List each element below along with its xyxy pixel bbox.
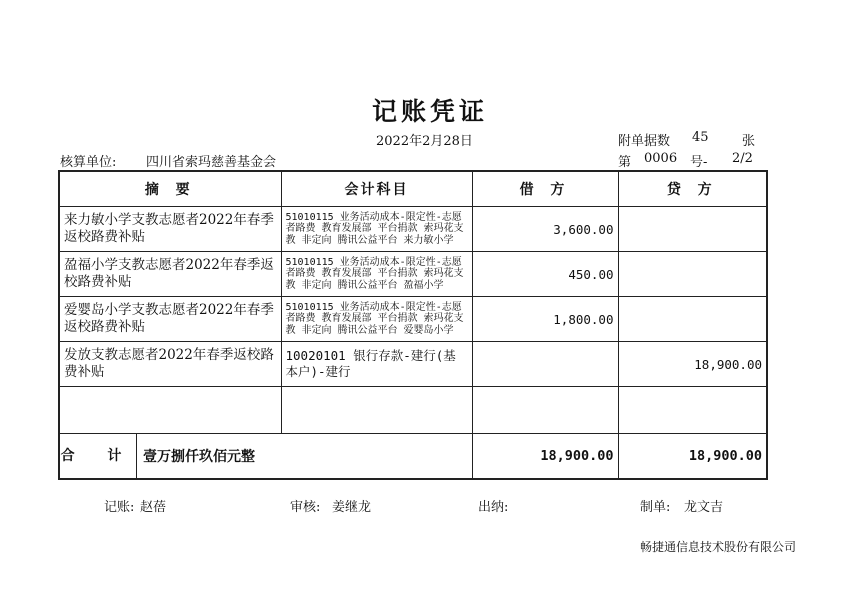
unit-value: 四川省索玛慈善基金会 [146, 155, 277, 170]
attachments-label: 附单据数 [618, 134, 671, 149]
cashier-label: 出纳: [478, 500, 509, 515]
unit-label: 核算单位: [60, 155, 117, 170]
total-amount-words: 壹万捌仟玖佰元整 [143, 449, 255, 465]
total-cell [59, 434, 472, 480]
header-summary: 摘 要 [59, 171, 281, 207]
row-credit: 18,900.00 [618, 342, 767, 387]
table-row [59, 297, 767, 342]
voucher-title: 记账凭证 [371, 97, 488, 126]
row-summary: 盈福小学支教志愿者2022年春季返校路费补贴 [59, 252, 281, 297]
empty-cell [281, 387, 472, 434]
empty-cell [59, 387, 281, 434]
row-debit [472, 342, 618, 387]
row-summary: 发放支教志愿者2022年春季返校路费补贴 [59, 342, 281, 387]
empty-cell [618, 387, 767, 434]
row-credit [618, 297, 767, 342]
total-label: 合 计 [60, 434, 137, 478]
table-header [59, 171, 767, 207]
row-debit: 450.00 [472, 252, 618, 297]
table-row [59, 342, 767, 387]
total-row [59, 434, 767, 480]
row-debit: 3,600.00 [472, 207, 618, 252]
header-debit: 借 方 [472, 171, 618, 207]
voucher-no-suffix: 号- [690, 155, 708, 170]
row-account: 51010115 业务活动成本-限定性-志愿者路费 教育发展部 平台捐款 索玛花支教 非定向 腾讯公益平台 盈福小学 [281, 252, 472, 297]
reviewer-name: 姜继龙 [332, 500, 372, 515]
bookkeeper-name: 赵蓓 [140, 500, 167, 515]
table-row-empty [59, 387, 767, 434]
row-credit [618, 252, 767, 297]
voucher-page: 2/2 [732, 151, 753, 166]
row-account: 51010115 业务活动成本-限定性-志愿者路费 教育发展部 平台捐款 索玛花支教 非定向 腾讯公益平台 来力敏小学 [281, 207, 472, 252]
row-account: 51010115 业务活动成本-限定性-志愿者路费 教育发展部 平台捐款 索玛花支教 非定向 腾讯公益平台 爱婴岛小学 [281, 297, 472, 342]
voucher-table [58, 170, 768, 480]
row-summary: 来力敏小学支教志愿者2022年春季返校路费补贴 [59, 207, 281, 252]
row-summary: 爱婴岛小学支教志愿者2022年春季返校路费补贴 [59, 297, 281, 342]
attachments-unit: 张 [742, 134, 756, 149]
table-row [59, 207, 767, 252]
reviewer-label: 审核: [290, 500, 321, 515]
header-account: 会计科目 [281, 171, 472, 207]
voucher-no-number: 0006 [644, 151, 678, 166]
total-debit: 18,900.00 [472, 434, 618, 480]
bookkeeper-label: 记账: [104, 500, 135, 515]
software-company: 畅捷通信息技术股份有限公司 [639, 540, 796, 554]
row-account: 10020101 银行存款-建行(基本户)-建行 [281, 342, 472, 387]
row-credit [618, 207, 767, 252]
preparer-name: 龙文吉 [684, 500, 724, 515]
total-credit: 18,900.00 [618, 434, 767, 480]
header-credit: 贷 方 [618, 171, 767, 207]
voucher-date: 2022年2月28日 [376, 134, 473, 149]
empty-cell [472, 387, 618, 434]
voucher-no-prefix: 第 [618, 155, 632, 170]
attachments-count: 45 [692, 130, 709, 145]
table-row [59, 252, 767, 297]
preparer-label: 制单: [640, 500, 671, 515]
row-debit: 1,800.00 [472, 297, 618, 342]
